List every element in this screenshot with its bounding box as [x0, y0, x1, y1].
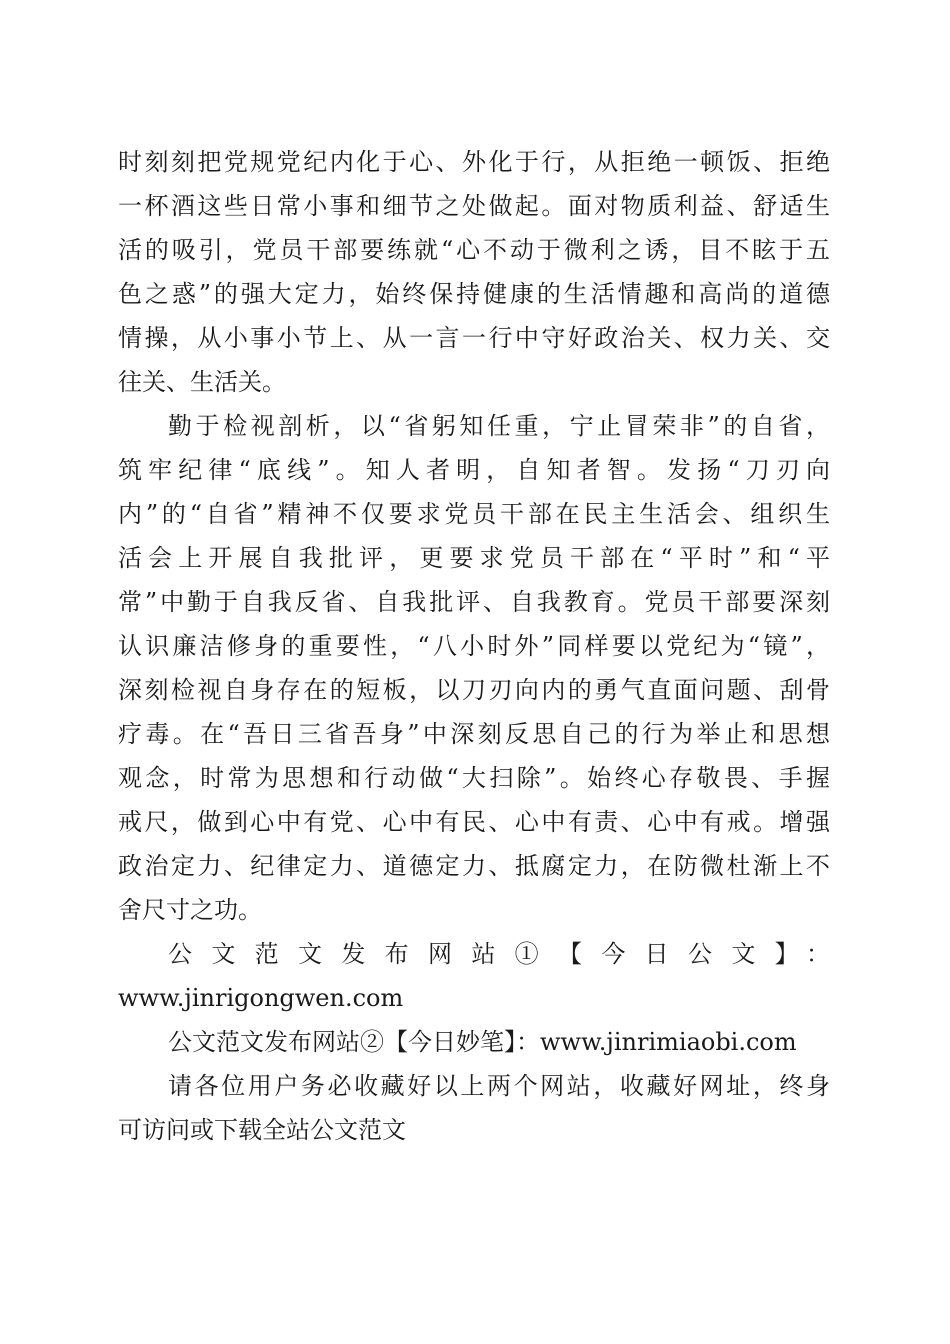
site1-label: 公文范文发布网站①【今日公文】： — [168, 940, 830, 968]
text-line: 时刻刻把党规党纪内化于心、外化于行，从拒绝一顿饭、拒绝 — [118, 148, 830, 176]
text-line: 筑牢纪律“底线”。知人者明，自知者智。发扬“刀刃向 — [118, 456, 830, 484]
site1-url: www.jinrigongwen.com — [118, 984, 404, 1012]
text-line: 疗毒。在“吾日三省吾身”中深刻反思自己的行为举止和思想 — [118, 720, 830, 748]
text-line: 勤于检视剖析，以“省躬知任重，宁止冒荣非”的自省， — [168, 412, 830, 440]
text-line: 戒尺，做到心中有党、心中有民、心中有责、心中有戒。增强 — [118, 808, 830, 836]
text-line: 常”中勤于自我反省、自我批评、自我教育。党员干部要深刻 — [118, 588, 830, 616]
text-line: 观念，时常为思想和行动做“大扫除”。始终心存敬畏、手握 — [118, 764, 830, 792]
text-line: 政治定力、纪律定力、道德定力、抵腐定力，在防微杜渐上不 — [118, 852, 830, 880]
text-line: 活会上开展自我批评，更要求党员干部在“平时”和“平 — [118, 544, 830, 572]
text-line: 内”的“自省”精神不仅要求党员干部在民主生活会、组织生 — [118, 500, 830, 528]
document-page — [118, 140, 830, 1152]
paragraph-self-reflection — [118, 404, 830, 932]
text-line: 往关、生活关。 — [118, 368, 286, 396]
text-line: 情操，从小事小节上、从一言一行中守好政治关、权力关、交 — [118, 324, 830, 352]
notice-text: 请各位用户务必收藏好以上两个网站，收藏好网址，终身 — [168, 1072, 830, 1100]
text-line: 认识廉洁修身的重要性，“八小时外”同样要以党纪为“镜”， — [118, 632, 830, 660]
text-line: 活的吸引，党员干部要练就“心不动于微利之诱，目不眩于五 — [118, 236, 830, 264]
text-line: 色之惑”的强大定力，始终保持健康的生活情趣和高尚的道德 — [118, 280, 830, 308]
footer-notice — [118, 932, 830, 1152]
paragraph-discipline — [118, 140, 830, 404]
text-line: 一杯酒这些日常小事和细节之处做起。面对物质利益、舒适生 — [118, 192, 830, 220]
notice-text: 可访问或下载全站公文范文 — [118, 1116, 406, 1144]
text-line: 深刻检视自身存在的短板，以刀刃向内的勇气直面问题、刮骨 — [118, 676, 830, 704]
site2-label: 公文范文发布网站②【今日妙笔】：www.jinrimiaobi.com — [168, 1028, 797, 1056]
text-line: 舍尺寸之功。 — [118, 896, 262, 924]
